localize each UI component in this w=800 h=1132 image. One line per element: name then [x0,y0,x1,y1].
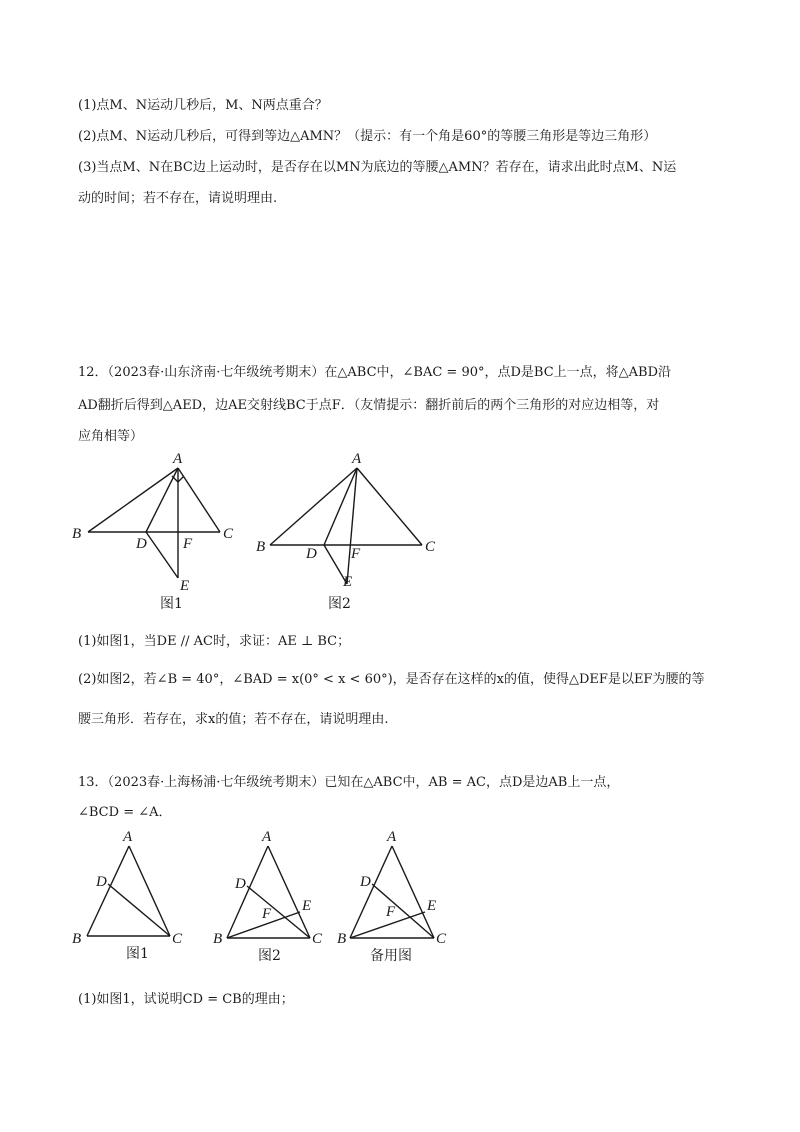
label-A: A [123,829,133,845]
label-E: E [180,578,190,594]
label-D: D [136,536,147,552]
label-F: F [386,904,396,920]
label-A: A [352,451,362,467]
segment-AC [178,468,220,532]
q12-intro-line1: 12．（2023春·山东济南·七年级统考期末）在△ABC中，∠BAC = 90°，点D是BC上一点，将△ABD沿 [78,365,672,380]
label-C: C [425,539,436,555]
label-D: D [96,874,107,890]
q11-part3-line2: 动的时间；若不存在，请说明理由. [78,191,278,206]
figure-caption: 图2 [328,596,351,612]
q12-figure-1 [60,448,260,618]
label-D: D [306,546,317,562]
q12-intro-line2: AD翻折后得到△AED，边AE交射线BC于点F．（友情提示：翻折前后的两个三角形的对应边相等，对 [78,398,660,413]
q13-figure-1 [60,826,200,966]
label-B: B [337,931,347,947]
label-E: E [427,898,437,914]
q13-intro-line1: 13．（2023春·上海杨浦·七年级统考期末）已知在△ABC中，AB = AC，点D是边AB上一点， [78,775,620,790]
q12-part2-line1: (2)如图2，若∠B = 40°，∠BAD = x(0° < x < 60°)，是否存在这样的x的值，使得△DEF是以EF为腰的等 [78,672,705,687]
segment-AC [129,846,170,936]
label-D: D [360,874,371,890]
label-E: E [343,574,353,590]
figure-caption: 备用图 [370,948,412,964]
q13-figure-2 [200,826,340,966]
label-E: E [302,898,312,914]
segment-AE [347,468,357,584]
q11-part2: (2)点M、N运动几秒后，可得到等边△AMN？（提示：有一个角是60°的等腰三角形是等边三角形） [78,129,657,144]
label-B: B [72,526,82,542]
label-D: D [235,876,246,892]
segment-CD [108,884,170,936]
label-F: F [351,546,361,562]
segment-DE [146,532,178,578]
segment-CD [372,884,437,938]
segment-AC [268,846,310,938]
q13-figure-3 [330,826,480,966]
figure-caption: 图2 [258,948,281,964]
label-C: C [312,931,323,947]
label-C: C [223,526,234,542]
label-B: B [256,539,266,555]
segment-AB [270,468,357,545]
segment-AB [87,846,129,936]
q13-part1: (1)如图1，试说明CD = CB的理由； [78,992,294,1007]
label-F: F [183,536,193,552]
label-B: B [213,931,223,947]
segment-CD [247,886,310,938]
q12-part2-line2: 腰三角形．若存在，求x的值；若不存在，请说明理由. [78,712,389,727]
q12-figure-2 [250,448,450,618]
q11-part3-line1: (3)当点M、N在BC边上运动时，是否存在以MN为底边的等腰△AMN？若存在，请求出此时点M、N运 [78,160,677,175]
label-A: A [262,829,272,845]
segment-AB [350,846,392,938]
q13-intro-line2: ∠BCD = ∠A． [78,805,172,820]
label-B: B [72,931,82,947]
q11-part1: (1)点M、N运动几秒后，M、N两点重合？ [78,98,328,113]
q12-part1: (1)如图1，当DE // AC时，求证：AE ⊥ BC； [78,634,351,649]
figure-caption: 图1 [160,596,183,612]
segment-AB [227,846,268,938]
segment-AB [88,468,178,532]
label-A: A [173,451,183,467]
q12-intro-line3: 应角相等） [78,429,144,444]
label-A: A [387,829,397,845]
segment-AC [392,846,437,938]
label-F: F [262,906,272,922]
figure-caption: 图1 [126,946,149,962]
label-C: C [436,931,447,947]
label-C: C [172,931,183,947]
segment-AC [357,468,422,545]
